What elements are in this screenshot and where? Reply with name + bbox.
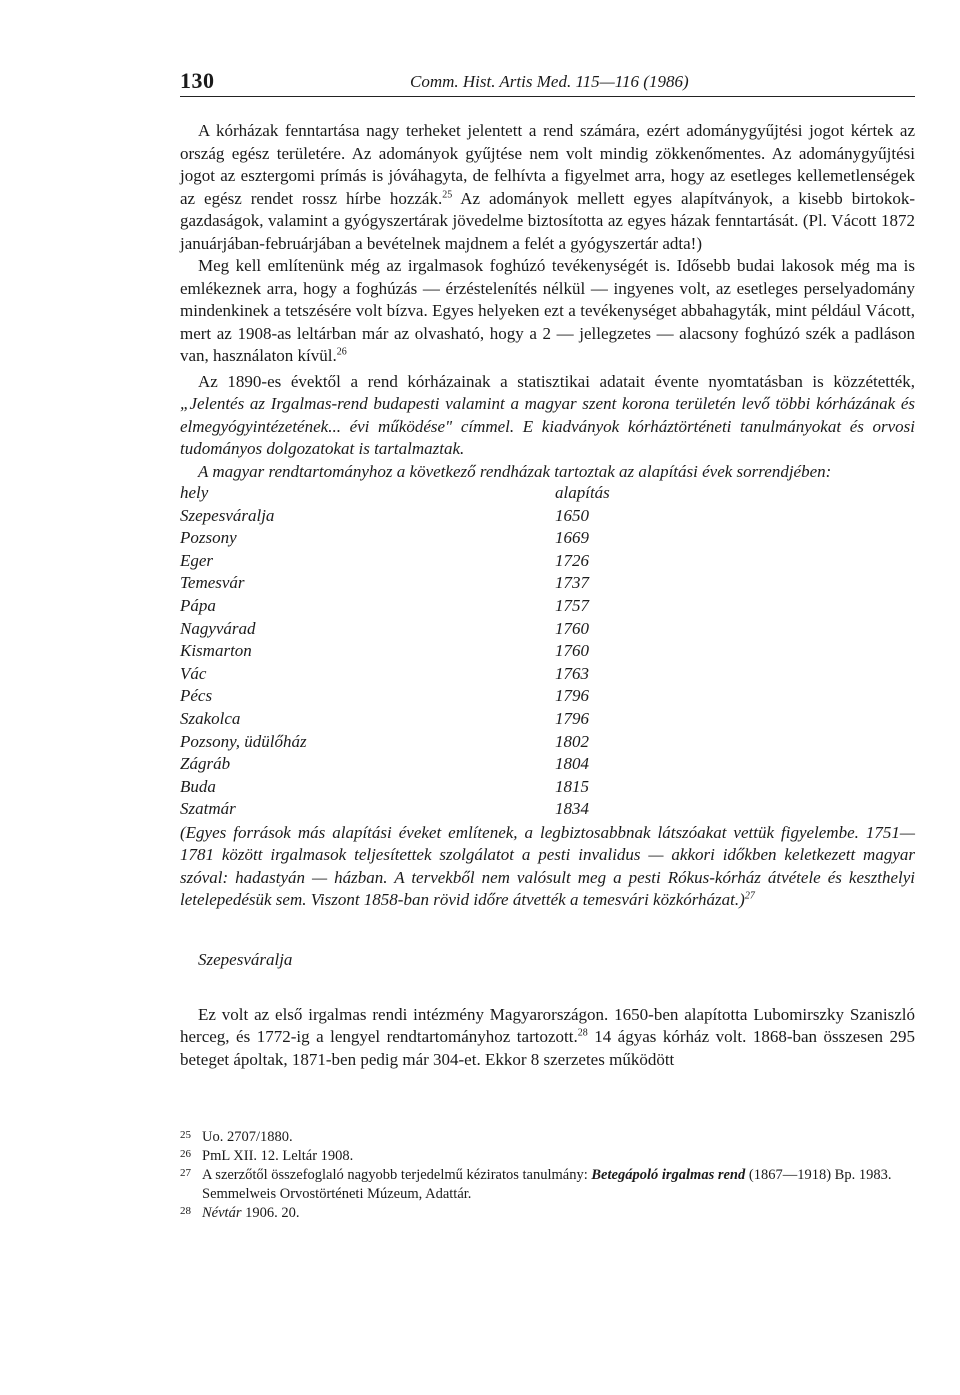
footnote-ref-26: 26 xyxy=(336,346,347,358)
table-row xyxy=(180,528,915,551)
paragraph-donations xyxy=(180,120,915,255)
year-cell: 1796 xyxy=(555,708,589,728)
footnote-text: Uo. 2707/1880. xyxy=(202,1129,293,1145)
place-cell: Zágráb xyxy=(180,754,231,774)
table-row xyxy=(180,641,915,664)
place-cell: Pécs xyxy=(180,686,213,706)
year-cell: 1802 xyxy=(555,731,589,751)
table-row xyxy=(180,551,915,574)
footnote xyxy=(180,1204,915,1223)
footnote xyxy=(180,1147,915,1166)
table-row xyxy=(180,686,915,709)
year-cell: 1726 xyxy=(555,550,589,570)
place-cell: Pápa xyxy=(180,595,216,615)
footnote-text xyxy=(202,1166,915,1204)
paragraph-szepesvaralja xyxy=(180,1004,915,1072)
footnote-number: 28 xyxy=(180,1205,191,1217)
table-row xyxy=(180,754,915,777)
paragraph-text: 14 ágyas kórház volt. 1868-ban összesen 295 beteget ápoltak, 1871-ben pedig már 304-et. Ekkor 8 szerzetes működött xyxy=(180,1027,915,1069)
year-cell: 1804 xyxy=(555,754,589,774)
footnote-title-italic: Betegápoló irgalmas rend xyxy=(591,1167,746,1183)
year-cell: 1737 xyxy=(555,573,589,593)
paragraph-text: Az 1890-es évektől a rend kórházainak a statisztikai adatait évente nyomtatásban is közzétették, xyxy=(198,371,915,391)
footnote-text: PmL XII. 12. Leltár 1908. xyxy=(202,1148,354,1164)
place-cell: Pozsony xyxy=(180,528,237,548)
year-cell: 1760 xyxy=(555,618,589,638)
table-row xyxy=(180,777,915,800)
footnote-ref-28: 28 xyxy=(577,1027,588,1039)
table-row xyxy=(180,664,915,687)
year-cell: 1796 xyxy=(555,686,589,706)
paragraph-italic-text: „Jelentés az Irgalmas-rend budapesti valamint a magyar szent korona területén levő többi kórházának és elmegyógyintézetének... évi működése" címmel. E kiadványok kórháztörténeti tanulmányokat és orvosi tudományos dolgozatokat is tartalmaztak. xyxy=(180,394,915,458)
column-header-year: alapítás xyxy=(555,483,610,502)
section-title: Szepesváralja xyxy=(198,949,293,969)
year-cell: 1834 xyxy=(555,799,589,819)
place-cell: Kismarton xyxy=(180,641,252,661)
place-cell: Temesvár xyxy=(180,573,245,593)
column-header-place: hely xyxy=(180,483,209,502)
table-intro: A magyar rendtartományhoz a következő rendházak tartoztak az alapítási évek sorrendjében: xyxy=(198,461,832,481)
place-cell: Szakolca xyxy=(180,708,241,728)
foundation-table xyxy=(180,483,915,822)
table-row xyxy=(180,732,915,755)
table-row xyxy=(180,709,915,732)
place-cell: Pozsony, üdülőház xyxy=(180,731,307,751)
year-cell: 1669 xyxy=(555,528,589,548)
footnote-ref-25: 25 xyxy=(442,188,453,200)
year-cell: 1650 xyxy=(555,505,589,525)
table-row xyxy=(180,573,915,596)
year-cell: 1757 xyxy=(555,595,589,615)
footnote-text-part: (1867—1918) Bp. 1983. Semmelweis Orvostörténeti Múzeum, Adattár. xyxy=(202,1167,892,1202)
footnotes xyxy=(180,1128,915,1223)
place-cell: Nagyvárad xyxy=(180,618,256,638)
page-number: 130 xyxy=(180,68,215,93)
footnote-text-part: A szerzőtől összefoglaló nagyobb terjedelmű kéziratos tanulmány: xyxy=(202,1167,592,1183)
footnote-number: 26 xyxy=(180,1148,191,1160)
paragraph-text: Az adományok mellett egyes alapítványok, a kisebb birtokok-gazdaságok, valamint a gyógyszertárak jövedelme biztosította az egyes házak fenntartását. (Pl. Vácott 1872 januárjában-februárjában a bevételnek majdnem a felét a gyógyszertár adta!) xyxy=(180,188,915,253)
paragraph-text: Meg kell említenünk még az irgalmasok foghúzó tevékenységét is. Idősebb budai lakosok még ma is emlékeznek arra, hogy a foghúzás — érzéstelenítés nélkül — ingyenes volt, az esetleges perselyadomány mindenkinek a tetszésére volt bízva. Egyes helyeken ezt a tevékenységet abbahagyták, mint például Vácott, mert az 1908-as leltárban már az olvasható, hogy a 2 — jellegzetes — alacsony foghúzó szék a padláson van, használaton kívül. xyxy=(180,256,915,365)
paragraph-tooth-pulling xyxy=(180,255,915,368)
paragraph-text: Ez volt az első irgalmas rendi intézmény Magyarországon. 1650-ben alapította Lubomirszky Szaniszló herceg, és 1772-ig a lengyel rendtartományhoz tartozott. xyxy=(180,1004,915,1047)
paragraph-text: A kórházak fenntartása nagy terheket jelentett a rend számára, ezért adománygyűjtési jogot kértek az ország egész területére. Az adományok gyűjtése nem volt mindig zökkenőmentes. Az adománygyűjtési jogot az esztergomi prímás is jóváhagyta, de felhívta a figyelmet arra, hogy az esetleges kellemetlenségek az egész rendet rossz hírbe hozzák. xyxy=(180,121,915,208)
table-note-text: (Egyes források más alapítási éveket említenek, a legbiztosabbnak látszóakat vettük figyelembe. 1751—1781 között irgalmasok teljesítettek szolgálatot a pesti invalidus — akkori időkben keletkezett magyar szóval: hadastyán — házban. A tervekből nem valósult meg a pesti Rókus-kórház átvétele és keszthelyi letelepedésük sem. Viszont 1858-ban rövid időre átvették a temesvári közkórházat.) xyxy=(180,822,915,910)
footnote-ref-27: 27 xyxy=(744,890,755,902)
place-cell: Szepesváralja xyxy=(180,505,275,525)
paragraph-statistics xyxy=(180,371,915,461)
place-cell: Szatmár xyxy=(180,799,236,819)
place-cell: Buda xyxy=(180,776,216,796)
year-cell: 1815 xyxy=(555,776,589,796)
body-text xyxy=(180,120,915,1071)
footnote-text xyxy=(202,1204,915,1223)
year-cell: 1763 xyxy=(555,663,589,683)
footnote xyxy=(180,1128,915,1147)
footnote-title-italic: Névtár xyxy=(202,1205,242,1221)
table-row xyxy=(180,596,915,619)
table-header-row xyxy=(180,483,915,506)
footnote-text-part: 1906. 20. xyxy=(241,1205,300,1221)
place-cell: Vác xyxy=(180,663,207,683)
header-rule xyxy=(180,96,915,97)
table-note xyxy=(180,822,915,912)
running-header-journal: Comm. Hist. Artis Med. 115—116 (1986) xyxy=(410,72,689,91)
footnote-number: 25 xyxy=(180,1129,191,1141)
footnote xyxy=(180,1166,915,1204)
table-row xyxy=(180,799,915,822)
table-row xyxy=(180,619,915,642)
year-cell: 1760 xyxy=(555,641,589,661)
place-cell: Eger xyxy=(180,550,214,570)
footnote-number: 27 xyxy=(180,1167,191,1179)
table-row xyxy=(180,506,915,529)
